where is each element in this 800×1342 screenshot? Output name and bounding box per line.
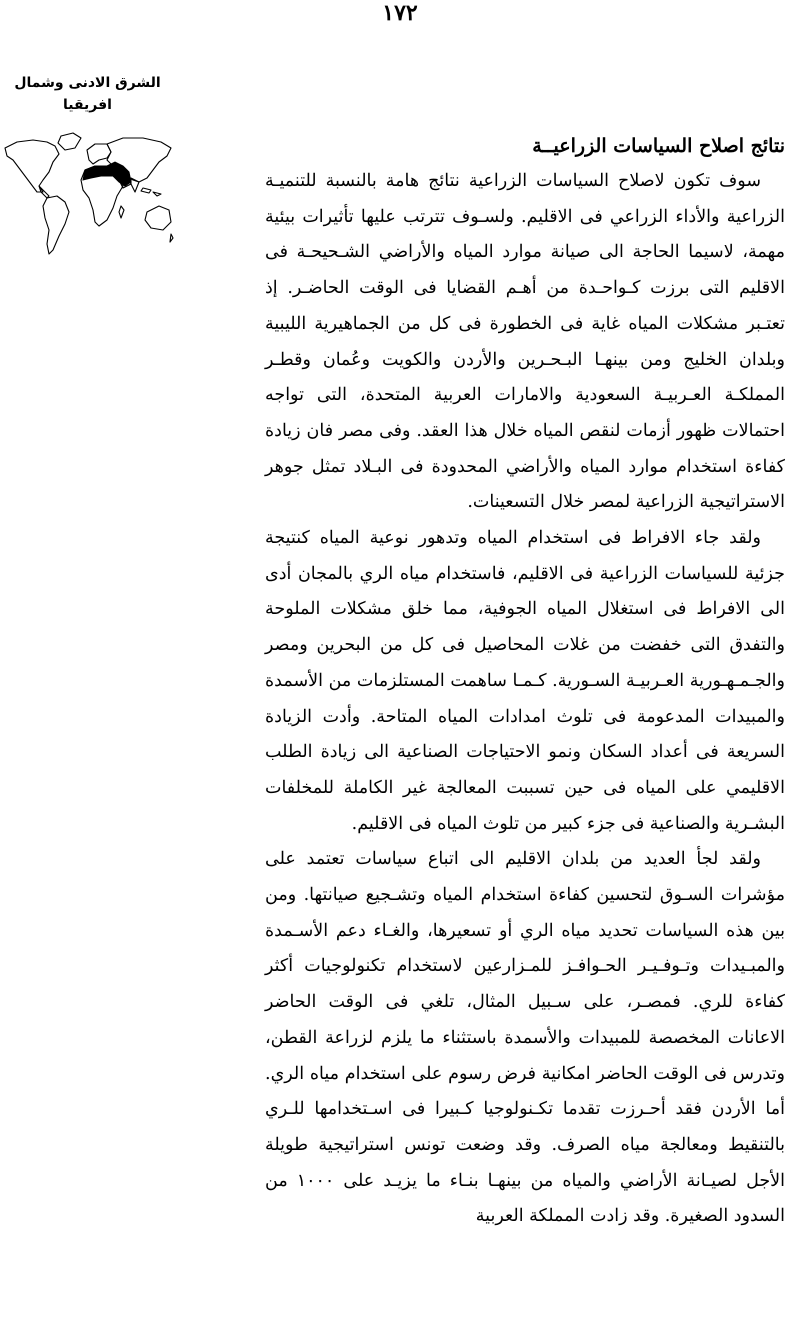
paragraph-1: سوف تكون لاصلاح السياسات الزراعية نتائج هامة بالنسبة للتنميـة الزراعية والأداء الزراعي فى الاقليم. ولسـوف تترتب عليها تأثيرات بيئية مهمة، لاسيما الحاجة الى صيانة موارد المياه والأراضي الشـحيحـة فى الاقليم التى برزت كـواحـدة من أهـم القضايا فى الوقت الحاضـر. إذ تعتـبر مشكلات المياه غاية فى الخطورة فى كل من الجماهيرية الليبية وبلدان الخليج ومن بينهـا البـحـرين والأردن والكويت وعُمان وقطـر المملكـة العـربيـة السعودية والامارات العربية المتحدة، التى تواجه احتمالات ظهور أزمات لنقص المياه خلال هذا العقد. وفى مصر فان زيادة كفاءة استخدام موارد المياه والأراضي المحدودة فى البـلاد تمثل جوهر الاستراتيجية الزراعية لمصر خلال التسعينات. — [265, 171, 785, 513]
paragraph-3: ولقد لجأ العديد من بلدان الاقليم الى اتباع سياسات تعتمد على مؤشرات السـوق لتحسين كفاءة استخدام المياه وتشـجيع صيانتها. ومن بين هذه السياسات تحديد مياه الري أو تسعيرها، والغـاء دعم الأسـمدة والمبـيدات وتـوفـيـر الحـوافـز للمـزارعين لاستخدام تكنولوجيات أكثر كفاءة للري. فمصـر، على سـبيل المثال، تلغي فى الوقت الحاضر الاعانات المخصصة للمبيدات والأسمدة باستثناء ما يلزم لزراعة القطن، وتدرس فى الوقت الحاضر امكانية فرض رسوم على استخدام مياه الري. أما الأردن فقد أحـرزت تقدما تكـنولوجيا كـبيرا فى اسـتخدامها للـري بالتنقيط ومعالجة مياه الصرف. وقد وضعت تونس استراتيجية طويلة الأجل لصيـانة الأراضي والمياه من بينهـا بنـاء ما يزيـد على ١٠٠٠ من السدود الصغيرة. وقد زادت المملكة العربية — [265, 849, 785, 1227]
paragraph-2: ولقد جاء الافراط فى استخدام المياه وتدهور نوعية المياه كنتيجة جزئية للسياسات الزراعية فى الاقليم، فاستخدام مياه الري بالمجان أدى الى الافراط فى استغلال المياه الجوفية، مما خلق مشكلات الملوحة والتفدق التى خفضت من غلات المحاصيل فى كل من البحرين ومصر والجـمـهـورية العـربيـة السـورية. كـمـا ساهمت المستلزمات من الأسمدة والمبيدات المدعومة فى تلوث امدادات المياه المتاحة. وأدت الزيادة السريعة فى أعداد السكان ونمو الاحتياجات الصناعية الى زيادة الطلب الاقليمي على المياه فى حين تسببت المعالجة غير الكاملة للمخلفات البشـرية والصناعية فى جزء كبير من تلوث المياه فى الاقليم. — [265, 528, 785, 834]
region-sidebar — [0, 72, 175, 266]
world-map-icon — [3, 126, 175, 266]
article — [265, 128, 785, 1235]
page-number: ١٧٢ — [382, 0, 418, 26]
region-label: الشرق الادنى وشمال افريقيا — [14, 75, 161, 113]
section-heading: نتائج اصلاح السياسات الزراعيــة — [532, 135, 785, 157]
